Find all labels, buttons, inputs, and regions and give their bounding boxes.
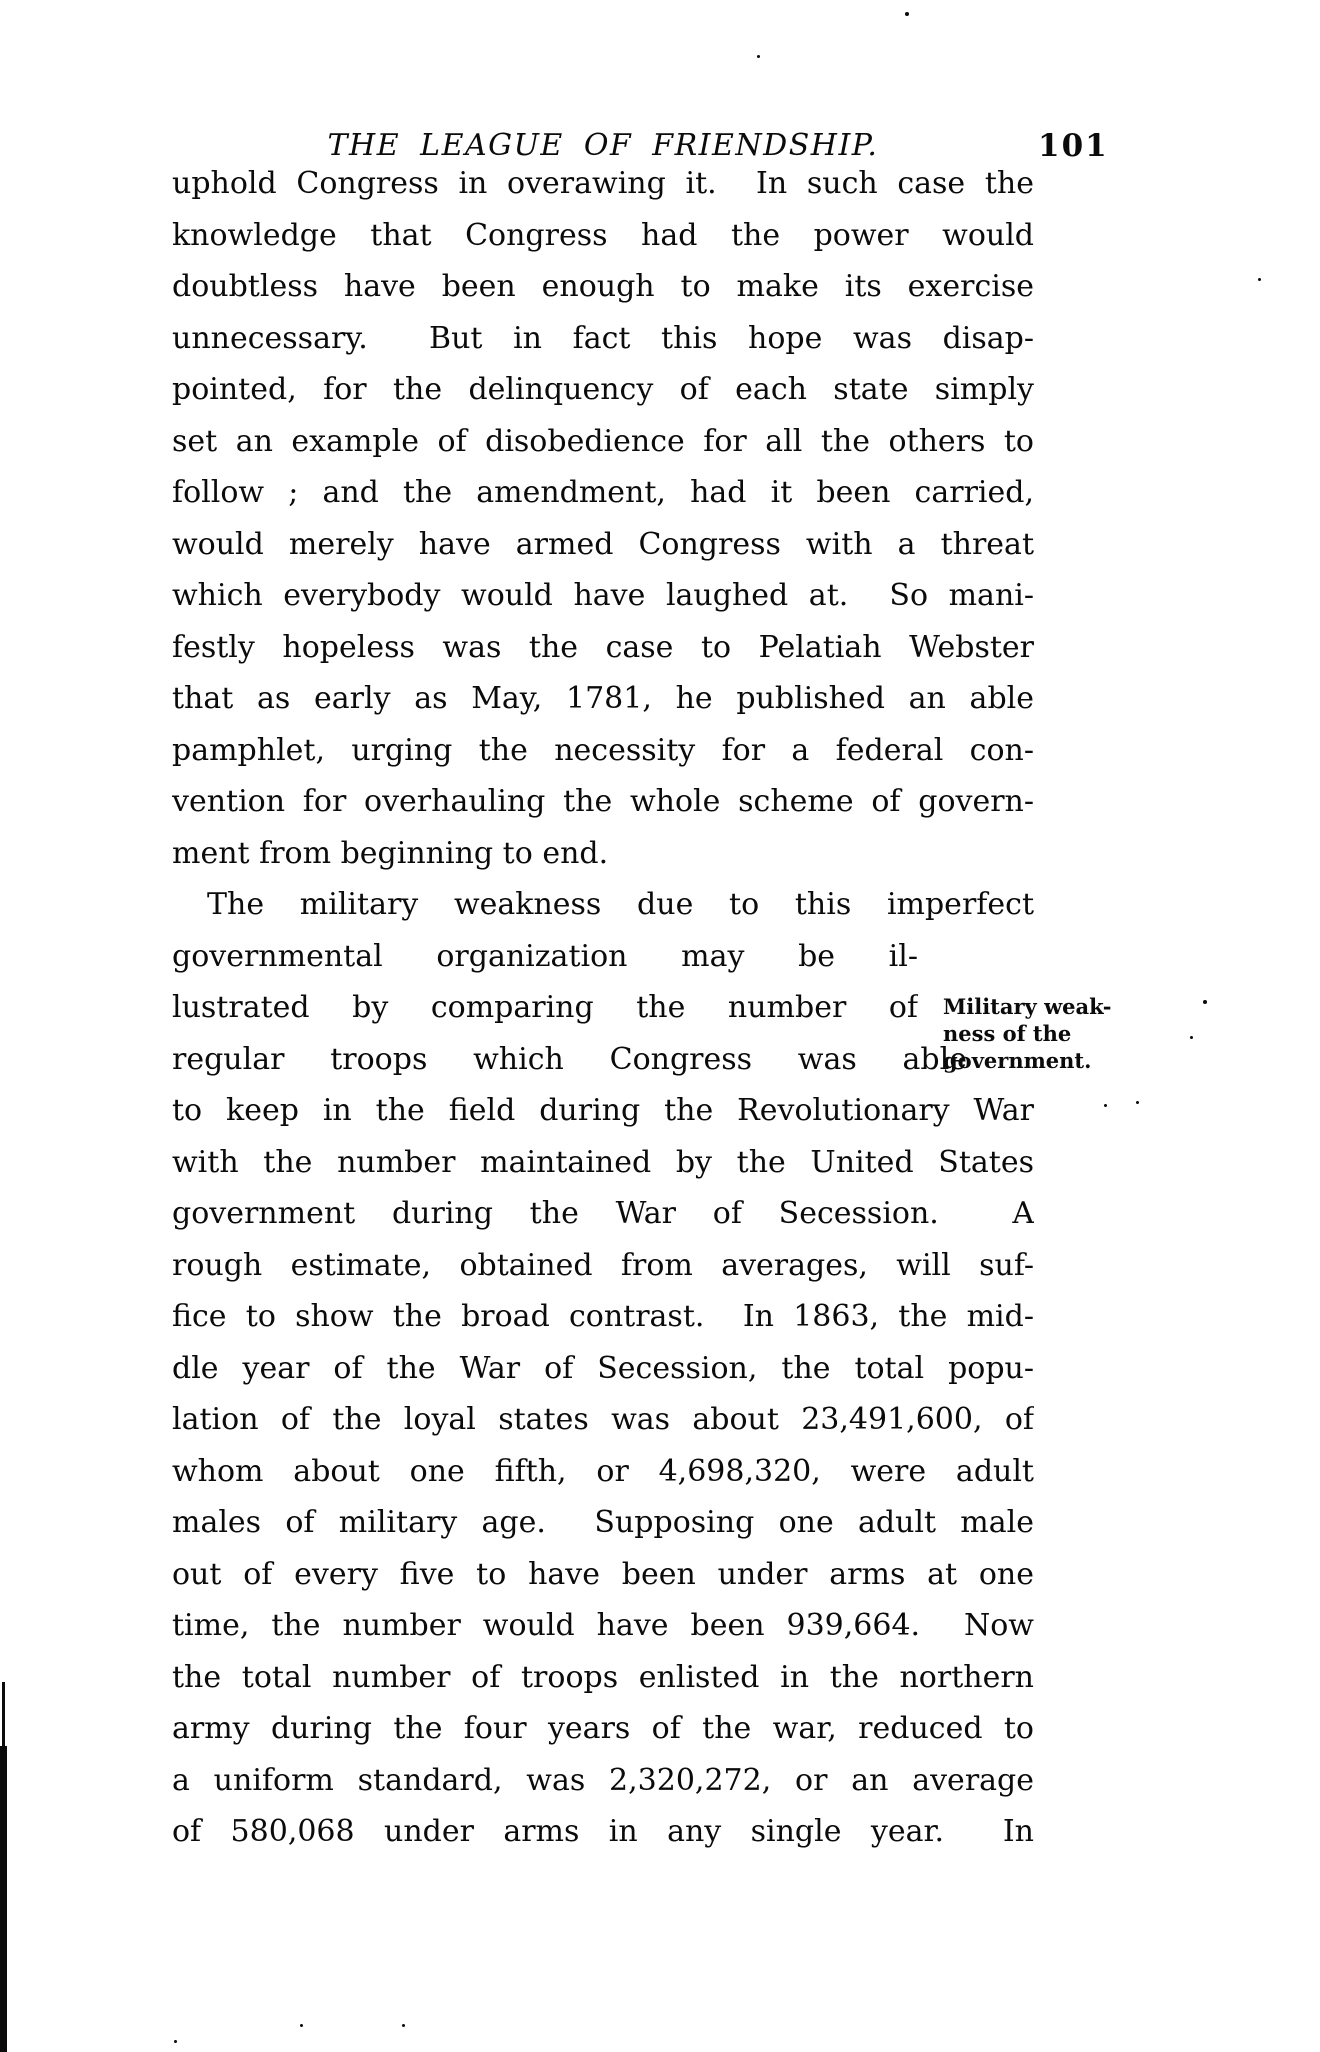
page-number: 101 (1038, 128, 1109, 164)
scan-artifact-dot (402, 2024, 405, 2027)
text-line: vention for overhauling the whole scheme of govern- (172, 784, 1034, 819)
text-line: knowledge that Congress had the power would (172, 217, 1034, 253)
scan-artifact-dot (174, 2040, 177, 2043)
scan-artifact-left-bar (0, 1746, 7, 2052)
text-line: time, the number would have been 939,664. Now (172, 1608, 1034, 1643)
text-line: the total number of troops enlisted in the northern (172, 1659, 1034, 1695)
text-line: whom about one fifth, or 4,698,320, were adult (172, 1453, 1034, 1489)
text-line: uphold Congress in overawing it. In such case the (172, 166, 1034, 201)
margin-note-line: ness of the (943, 1021, 1072, 1046)
scan-artifact-dot (757, 55, 760, 58)
text-line: that as early as May, 1781, he published an able (172, 681, 1034, 716)
text-line: to keep in the field during the Revolutionary War (172, 1093, 1034, 1128)
text-line: follow ; and the amendment, had it been carried, (172, 475, 1034, 510)
text-line: fice to show the broad contrast. In 1863, the mid- (172, 1299, 1034, 1334)
text-line: would merely have armed Congress with a threat (172, 526, 1034, 562)
text-line: which everybody would have laughed at. So mani- (172, 578, 1034, 613)
page-text-block (172, 158, 1112, 1858)
text-line: dle year of the War of Secession, the total popu- (172, 1350, 1034, 1386)
text-line: festly hopeless was the case to Pelatiah Webster (172, 629, 1034, 665)
text-line: The military weakness due to this imperfect (207, 887, 1034, 922)
text-line: of 580,068 under arms in any single year. In (172, 1814, 1034, 1849)
scan-artifact-dot (1136, 1101, 1139, 1104)
scan-artifact-dot (300, 2024, 303, 2027)
text-line: governmental organization may be il- (172, 938, 918, 974)
text-line: out of every five to have been under arms at one (172, 1556, 1034, 1592)
text-line: a uniform standard, was 2,320,272, or an average (172, 1762, 1034, 1798)
scan-artifact-left-bar-upper (2, 1682, 5, 1746)
text-line: set an example of disobedience for all the others to (172, 423, 1034, 459)
margin-note-line: government. (943, 1048, 1092, 1073)
scan-artifact-dot (1203, 1000, 1207, 1004)
text-line: lation of the loyal states was about 23,491,600, of (172, 1402, 1034, 1437)
text-line: males of military age. Supposing one adult male (172, 1505, 1034, 1540)
text-line: with the number maintained by the United States (172, 1144, 1034, 1180)
text-line: rough estimate, obtained from averages, will suf- (172, 1247, 1034, 1283)
text-line: doubtless have been enough to make its exercise (172, 269, 1034, 304)
text-line: lustrated by comparing the number of (172, 990, 918, 1025)
margin-note (943, 993, 1138, 1074)
text-line: unnecessary. But in fact this hope was disap- (172, 320, 1034, 356)
scan-artifact-dot (1104, 1104, 1107, 1107)
text-line: pointed, for the delinquency of each state simply (172, 372, 1034, 407)
text-line: regular troops which Congress was able (172, 1041, 967, 1077)
text-line: pamphlet, urging the necessity for a federal con- (172, 732, 1034, 768)
scan-artifact-dot (1190, 1036, 1193, 1039)
text-line: army during the four years of the war, reduced to (172, 1711, 1034, 1746)
scan-artifact-dot (1258, 278, 1261, 281)
running-header-title: THE LEAGUE OF FRIENDSHIP. (327, 128, 879, 163)
margin-note-line: Military weak- (943, 994, 1112, 1019)
text-line: ment from beginning to end. (172, 835, 609, 871)
text-line: government during the War of Secession. A (172, 1196, 1034, 1231)
scan-artifact-dot (905, 12, 909, 16)
